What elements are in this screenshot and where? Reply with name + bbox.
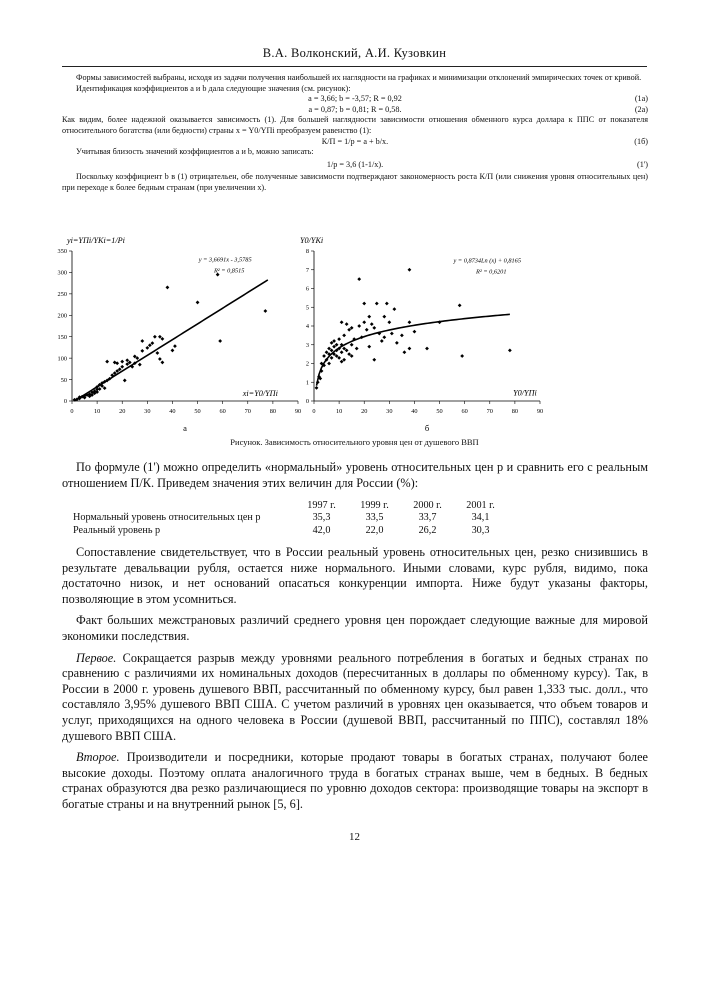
x-tick-label: 30: [386, 408, 393, 415]
data-point: [263, 309, 267, 313]
data-point: [508, 348, 512, 352]
intro-paragraph-5: Поскольку коэффициент b в (1) отрицательен, обе полученные зависимости подтверждают закономерность роста К/П (или снижения уровня относительных цен) при переходе к более бедным странам (при увеличении x).: [62, 172, 648, 192]
data-point: [340, 320, 344, 324]
data-point: [218, 339, 222, 343]
data-point: [385, 302, 389, 306]
data-point: [380, 339, 384, 343]
data-point: [357, 324, 361, 328]
equation-1prime: [62, 160, 648, 171]
y-tick-label: 0: [63, 398, 67, 406]
y-tick-label: 150: [57, 333, 67, 341]
table-cell: 34,1: [471, 512, 490, 524]
data-point: [155, 351, 159, 355]
trend-equation: y = 3,6691x - 3,5785: [198, 256, 252, 264]
x-tick-label: 50: [436, 408, 443, 415]
panel-label: а: [183, 423, 187, 433]
data-point: [337, 337, 341, 341]
y-tick-label: 1: [305, 379, 309, 387]
intro-paragraph-1: Формы зависимостей выбраны, исходя из задачи получения наибольшей их наглядности на графиках и минимизации отклонений эмпирических точек от кривой.: [76, 73, 642, 82]
table-year: 2001 г.: [466, 499, 495, 511]
x-tick-label: 80: [511, 408, 519, 415]
x-axis-title: xi=Y0/YПi: [242, 388, 278, 398]
figure-caption: Рисунок. Зависимость относительного уровня цен от душевого ВВП: [230, 437, 479, 447]
table-header-row: [62, 499, 507, 512]
y-tick-label: 2: [305, 360, 309, 368]
data-point: [173, 344, 177, 348]
body-paragraph-5: [62, 750, 648, 812]
data-point: [375, 302, 379, 306]
equation-1b-number: (1б): [634, 136, 648, 146]
panel-label: б: [424, 423, 430, 433]
data-point: [367, 315, 371, 319]
data-point: [425, 347, 429, 351]
data-point: [357, 277, 361, 281]
data-point: [125, 358, 129, 362]
data-point: [382, 315, 386, 319]
intro-paragraph-4: Учитывая близость значений коэффициентов a и b, можно записать:: [76, 147, 314, 157]
y-tick-label: 5: [305, 304, 309, 312]
x-tick-label: 30: [144, 408, 151, 415]
trend-line: [75, 280, 268, 401]
x-tick-label: 80: [269, 408, 277, 415]
data-point: [138, 363, 142, 367]
data-point: [372, 358, 376, 362]
data-point: [171, 349, 175, 353]
x-tick-label: 50: [194, 408, 201, 415]
x-tick-label: 20: [361, 408, 368, 415]
x-tick-label: 70: [486, 408, 493, 415]
data-point: [372, 326, 376, 330]
data-point: [350, 343, 354, 347]
data-point: [390, 332, 394, 336]
y-tick-label: 50: [60, 376, 67, 384]
data-point: [392, 307, 396, 311]
data-point: [400, 333, 404, 337]
data-point: [105, 360, 109, 364]
data-point: [327, 362, 331, 366]
y-tick-label: 250: [57, 291, 67, 299]
y-tick-label: 8: [305, 248, 309, 256]
data-point: [382, 335, 386, 339]
x-tick-label: 10: [93, 408, 101, 415]
intro-block: [62, 73, 648, 194]
equation-1b-text: К/П = 1/p = a + b/x.: [321, 136, 389, 146]
y-axis-title: Y0/YКi: [300, 236, 324, 245]
table-cell: 26,2: [418, 524, 437, 536]
x-tick-label: 60: [461, 408, 468, 415]
trend-equation: y = 0,8734Ln (x) + 0,8165: [453, 257, 521, 265]
data-point: [140, 339, 144, 343]
table-row: [62, 512, 507, 525]
equation-1prime-text: 1/p = 3,6 (1-1/x).: [326, 159, 384, 169]
body-part-2: [62, 545, 648, 819]
equation-1a-text: a = 3,66; b = -3,57; R = 0,92: [308, 94, 402, 104]
x-tick-label: 90: [294, 408, 302, 415]
trend-r2: R² = 0,8515: [213, 267, 245, 275]
x-axis-title: Y0/YПi: [513, 388, 537, 398]
data-point: [158, 357, 162, 361]
equation-1prime-number: (1'): [636, 159, 648, 169]
figure: [57, 228, 648, 458]
body-paragraph-4: [62, 651, 648, 745]
page-number: 12: [349, 831, 360, 843]
body-paragraph-1: По формуле (1') можно определить «нормальный» уровень относительных цен p и сравнить его с реальным отношением П/К. Приведем значения этих величин для России (%):: [62, 460, 648, 490]
intro-paragraph-3: Как видим, более надежной оказывается зависимость (1). Для большей наглядности зависимости отношения обменного курса доллара к ППС от показателя относительного богатства (или бедности) страны x = Y0/YПi преобразуем равенство (1):: [62, 115, 648, 135]
y-tick-label: 200: [57, 312, 67, 320]
body-paragraph-2: Сопоставление свидетельствует, что в России реальный уровень относительных цен, резко снизившись в результате девальвации рубля, остается ниже нормального. Иными словами, курс рубля, видимо, пока достаточно низок, и нет оснований опасаться конкуренции импорта. Ниже будут указаны факторы, позволяющие в этом усомниться.: [62, 545, 648, 606]
data-point: [158, 335, 162, 339]
x-tick-label: 90: [536, 408, 544, 415]
data-point: [387, 320, 391, 324]
body-paragraph-5-text: Производители и посредники, которые продают товары в богатых странах, получают более высокие доходы. Поэтому оплата аналогичного труда в богатых странах выше, чем в бедных. В бедных странах образуются два резко различающиеся по уровню доходов сектора: производящие товары на экспорт в богатые страны и на внутренний рынок [5, 6].: [62, 750, 648, 811]
data-point: [345, 322, 349, 326]
data-point: [367, 345, 371, 349]
data-point: [362, 302, 366, 306]
data-point: [161, 337, 165, 341]
equation-2a-text: a = 0,87; b = 0,81; R = 0,58.: [308, 104, 402, 114]
running-header: В.А. Волконский, А.И. Кузовкин: [262, 46, 447, 60]
data-point: [123, 379, 127, 383]
data-point: [330, 356, 334, 360]
data-point: [403, 350, 407, 354]
table-row-label: Реальный уровень p: [73, 524, 161, 536]
data-point: [340, 350, 344, 354]
x-tick-label: 0: [312, 408, 316, 415]
equation-1a: [62, 94, 648, 105]
trend-r2: R² = 0,6201: [476, 268, 507, 276]
paragraph-lead-second: Второе.: [76, 750, 120, 765]
intro-paragraph-2: Идентификация коэффициентов a и b дала следующие значения (см. рисунок):: [76, 83, 351, 93]
x-tick-label: 70: [244, 408, 251, 415]
data-point: [458, 303, 462, 307]
data-point: [153, 335, 157, 339]
data-point: [408, 268, 412, 272]
x-tick-label: 40: [169, 408, 176, 415]
data-point: [315, 386, 319, 390]
y-axis-title: yi=YПi/YКi=1/Pi: [67, 236, 125, 245]
data-point: [365, 328, 369, 332]
data-point: [355, 347, 359, 351]
data-point: [120, 365, 124, 369]
data-point: [196, 301, 200, 305]
equation-1a-number: (1а): [634, 94, 648, 104]
y-tick-label: 3: [305, 341, 309, 349]
table-row-label: Нормальный уровень относительных цен p: [73, 512, 261, 524]
y-tick-label: 350: [57, 248, 67, 256]
data-point: [362, 320, 366, 324]
table-cell: 35,3: [312, 512, 331, 524]
table-year: 2000 г.: [413, 499, 442, 511]
table-cell: 30,3: [471, 524, 490, 536]
data-point: [98, 387, 102, 391]
body-paragraph-4-text: Сокращается разрыв между уровнями реального потребления в богатых и бедных странах по сравнению с различиями их номинальных доходов (пересчитанных в доллары по обменному курсу). Так, в России в 2000 г. уровень душевого ВВП, рассчитанный по обменному курсу, был равен 1,333 тыс. долл., что составляло 3,95% душевого ВВП США. С учетом различий в уровнях цен оказывается, что объем товаров и услуг, приходящихся на одного человека в России (душевой ВВП, рассчитанный по ППС), составлял 18% душевого ВВП США.: [62, 650, 648, 743]
table-row: [62, 524, 507, 537]
equation-2a-number: (2а): [634, 104, 648, 114]
y-tick-label: 6: [305, 285, 309, 293]
equation-1b: [62, 137, 648, 148]
y-tick-label: 100: [57, 355, 67, 363]
data-point: [166, 286, 170, 290]
y-tick-label: 7: [305, 266, 309, 274]
body-part-1: [62, 460, 648, 497]
data-point: [408, 347, 412, 351]
x-tick-label: 10: [335, 408, 343, 415]
x-tick-label: 40: [411, 408, 418, 415]
data-point: [370, 322, 374, 326]
data-point: [120, 360, 124, 364]
data-point: [145, 346, 149, 350]
data-point: [413, 330, 417, 334]
paragraph-lead-first: Первое.: [76, 650, 117, 665]
data-point: [161, 361, 165, 365]
data-point: [103, 386, 107, 390]
data-point: [460, 354, 464, 358]
x-tick-label: 20: [119, 408, 126, 415]
x-tick-label: 0: [70, 408, 74, 415]
header-rule: [62, 66, 647, 67]
body-paragraph-3: Факт больших межстрановых различий среднего уровня цен порождает следующие важные для мировой экономики последствия.: [62, 613, 648, 643]
data-point: [150, 341, 154, 345]
chart-b: [298, 228, 588, 433]
y-tick-label: 300: [57, 269, 67, 277]
table-cell: 33,7: [418, 512, 437, 524]
values-table: [62, 499, 507, 537]
y-tick-label: 4: [305, 323, 309, 331]
table-year: 1997 г.: [307, 499, 336, 511]
table-cell: 33,5: [365, 512, 384, 524]
data-point: [140, 349, 144, 353]
data-point: [342, 333, 346, 337]
y-tick-label: 0: [305, 398, 309, 406]
data-point: [148, 343, 152, 347]
table-cell: 22,0: [365, 524, 384, 536]
data-point: [322, 354, 326, 358]
equation-2a: [62, 105, 648, 116]
data-point: [408, 320, 412, 324]
data-point: [395, 341, 399, 345]
table-cell: 42,0: [312, 524, 331, 536]
table-year: 1999 г.: [360, 499, 389, 511]
x-tick-label: 60: [219, 408, 226, 415]
